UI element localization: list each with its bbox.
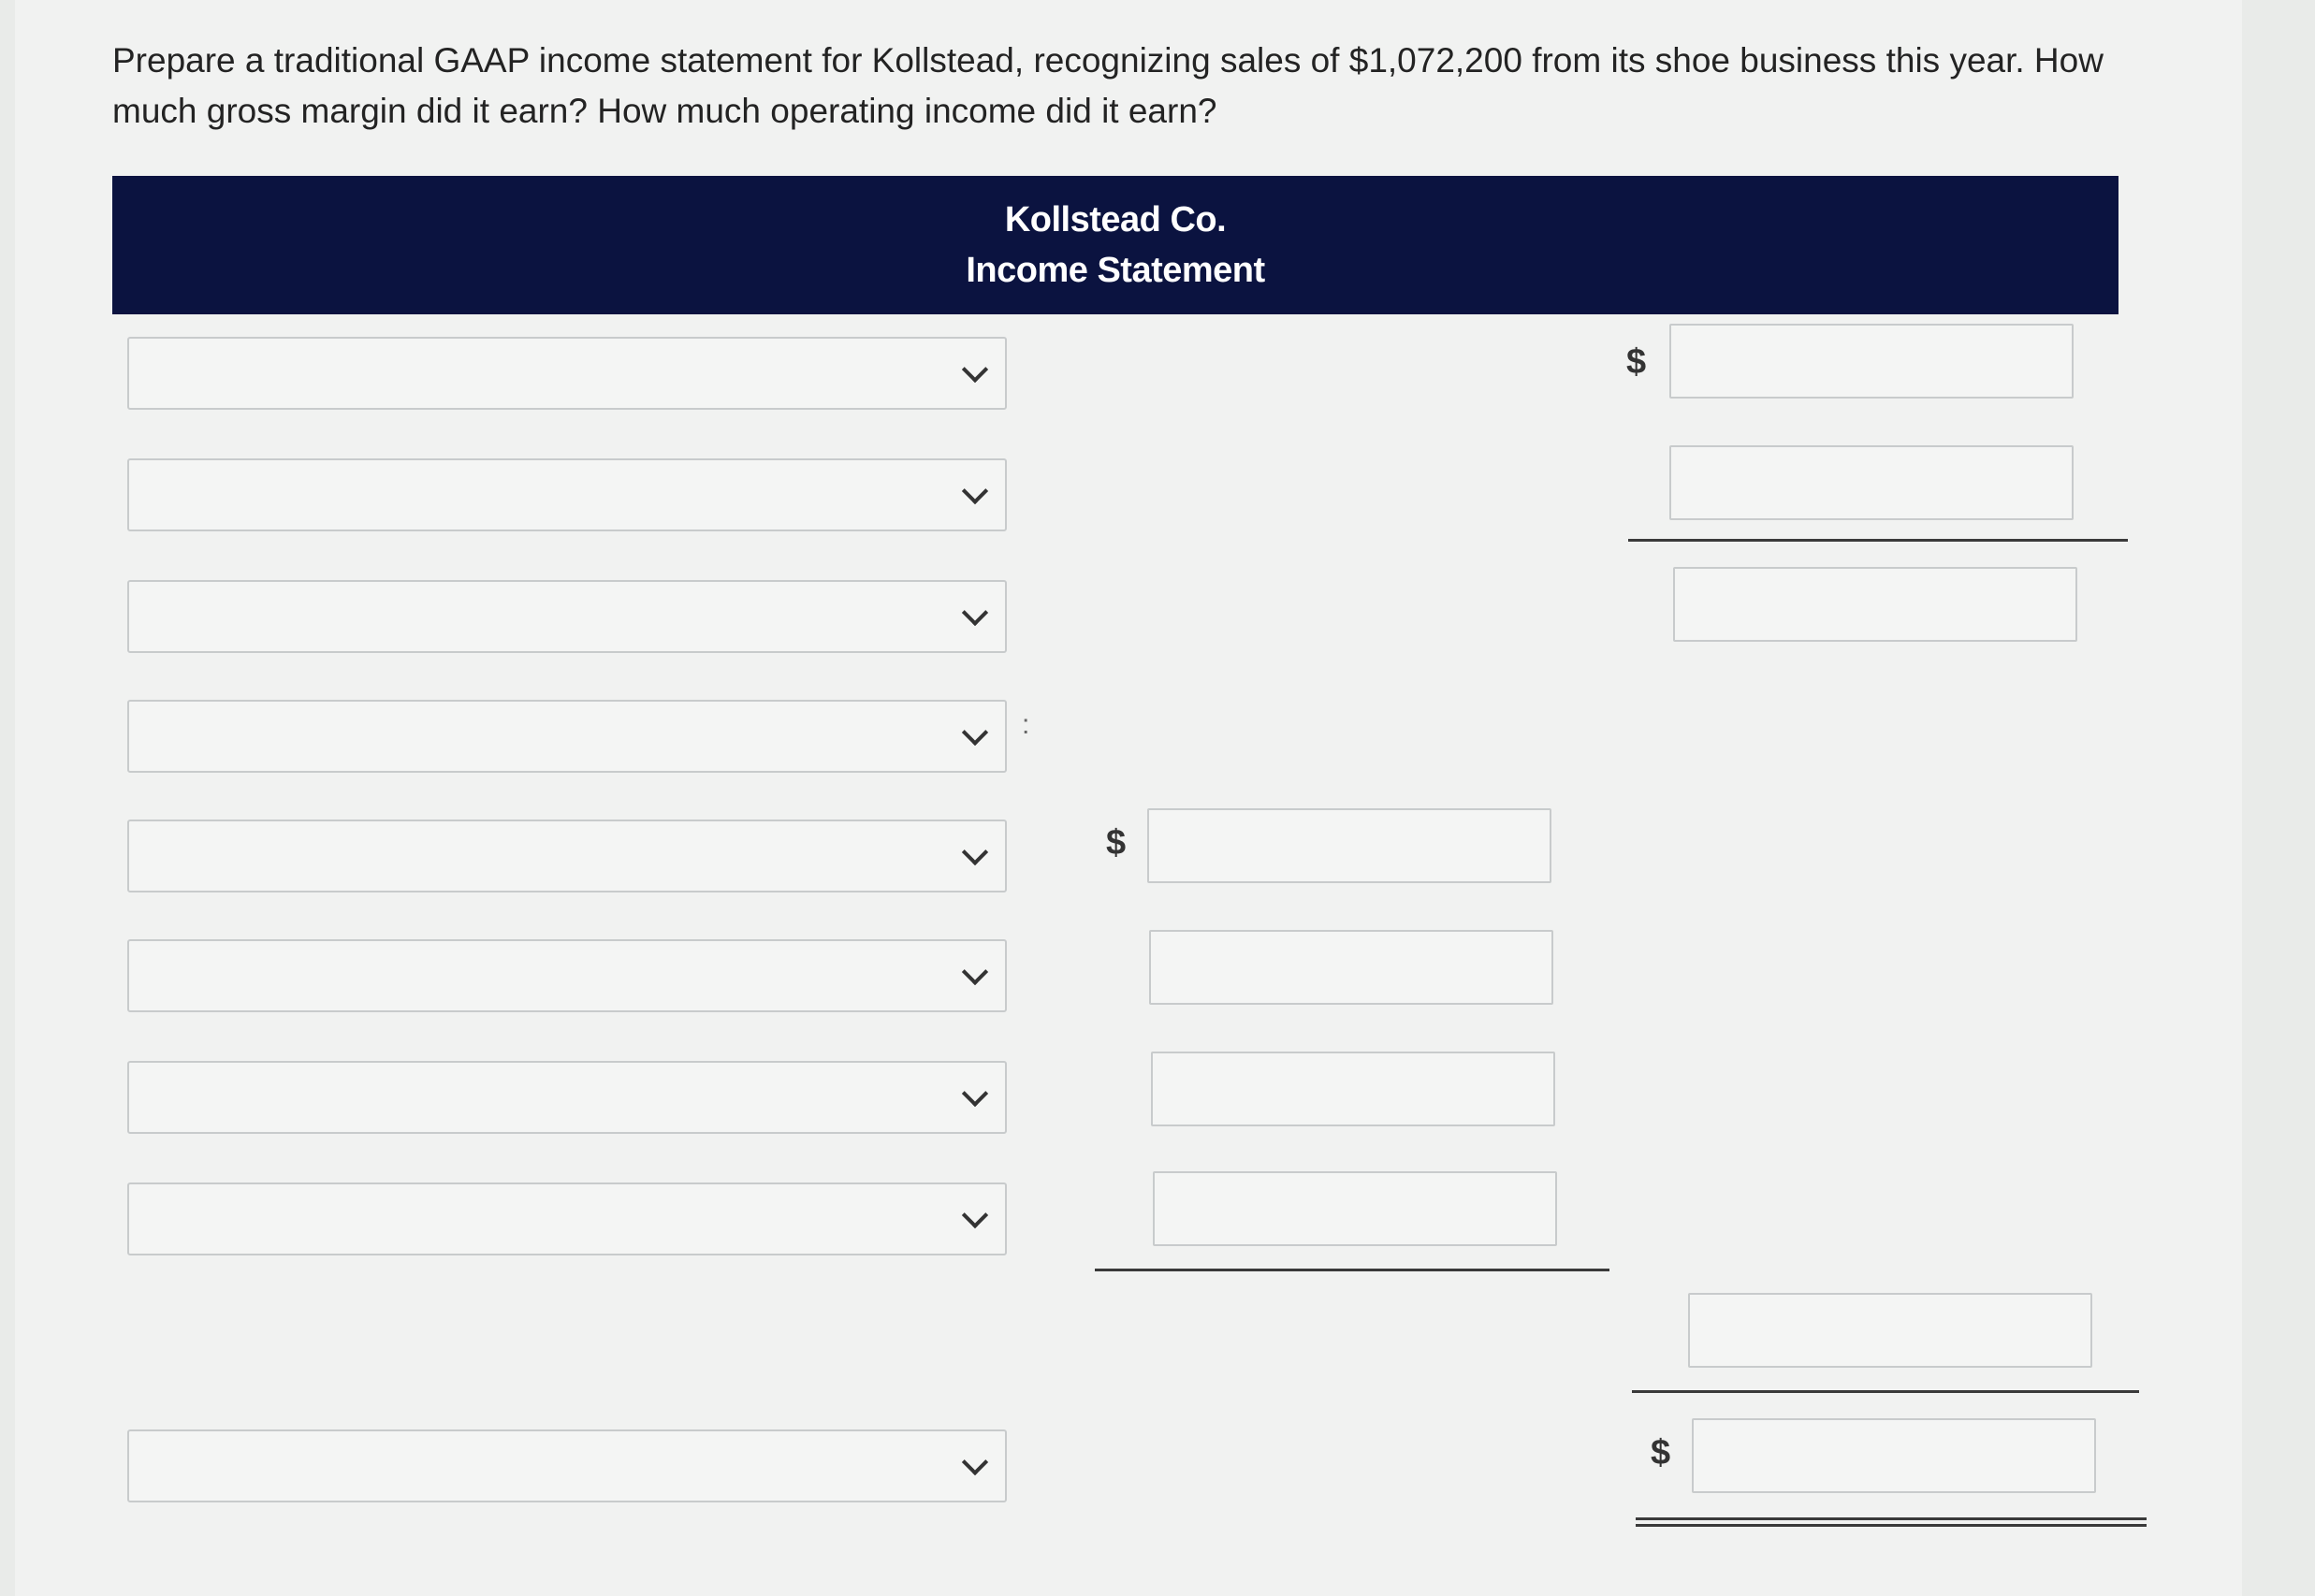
subtotal-input[interactable] [1688,1293,2092,1368]
row-2-total-input[interactable] [1669,445,2074,520]
row-2-label-select[interactable] [127,458,1007,531]
row-4-colon: : [1022,709,1030,740]
company-name: Kollstead Co. [1004,200,1227,239]
row-9-total-input[interactable] [1692,1418,2096,1493]
row-9-dollar-sign: $ [1651,1433,1671,1473]
row-9-label-select[interactable] [127,1429,1007,1502]
row-5-amount-input[interactable] [1147,808,1551,883]
row-5-dollar-sign: $ [1106,823,1127,863]
row-1-label-select[interactable] [127,337,1007,410]
row-9-underline-2 [1636,1524,2147,1527]
chevron-down-icon [962,600,988,626]
subtotal-underline [1632,1390,2139,1393]
row-1-total-input[interactable] [1669,324,2074,399]
row-8-amount-input[interactable] [1153,1171,1557,1246]
row-1-dollar-sign: $ [1626,342,1647,382]
row-3-total-input[interactable] [1673,567,2077,642]
row-6-label-select[interactable] [127,939,1007,1012]
row-4-label-select[interactable] [127,700,1007,773]
row-5-label-select[interactable] [127,820,1007,892]
row-2-underline [1628,539,2128,542]
row-9-underline-1 [1636,1517,2147,1520]
chevron-down-icon [962,478,988,504]
row-7-amount-input[interactable] [1151,1052,1555,1126]
statement-header [112,176,2118,314]
chevron-down-icon [962,719,988,746]
chevron-down-icon [962,1449,988,1475]
row-8-label-select[interactable] [127,1182,1007,1255]
row-6-amount-input[interactable] [1149,930,1553,1005]
chevron-down-icon [962,959,988,985]
page [15,0,2242,1596]
row-7-label-select[interactable] [127,1061,1007,1134]
chevron-down-icon [962,1081,988,1107]
row-3-label-select[interactable] [127,580,1007,653]
statement-title: Income Statement [966,251,1265,290]
chevron-down-icon [962,1202,988,1228]
chevron-down-icon [962,356,988,383]
chevron-down-icon [962,839,988,865]
row-8-underline [1095,1269,1609,1271]
question-text: Prepare a traditional GAAP income statement for Kollstead, recognizing sales of $1,072,200 from its shoe business this year. How much gross margin did it earn? How much operating income did it earn? [112,41,2104,130]
